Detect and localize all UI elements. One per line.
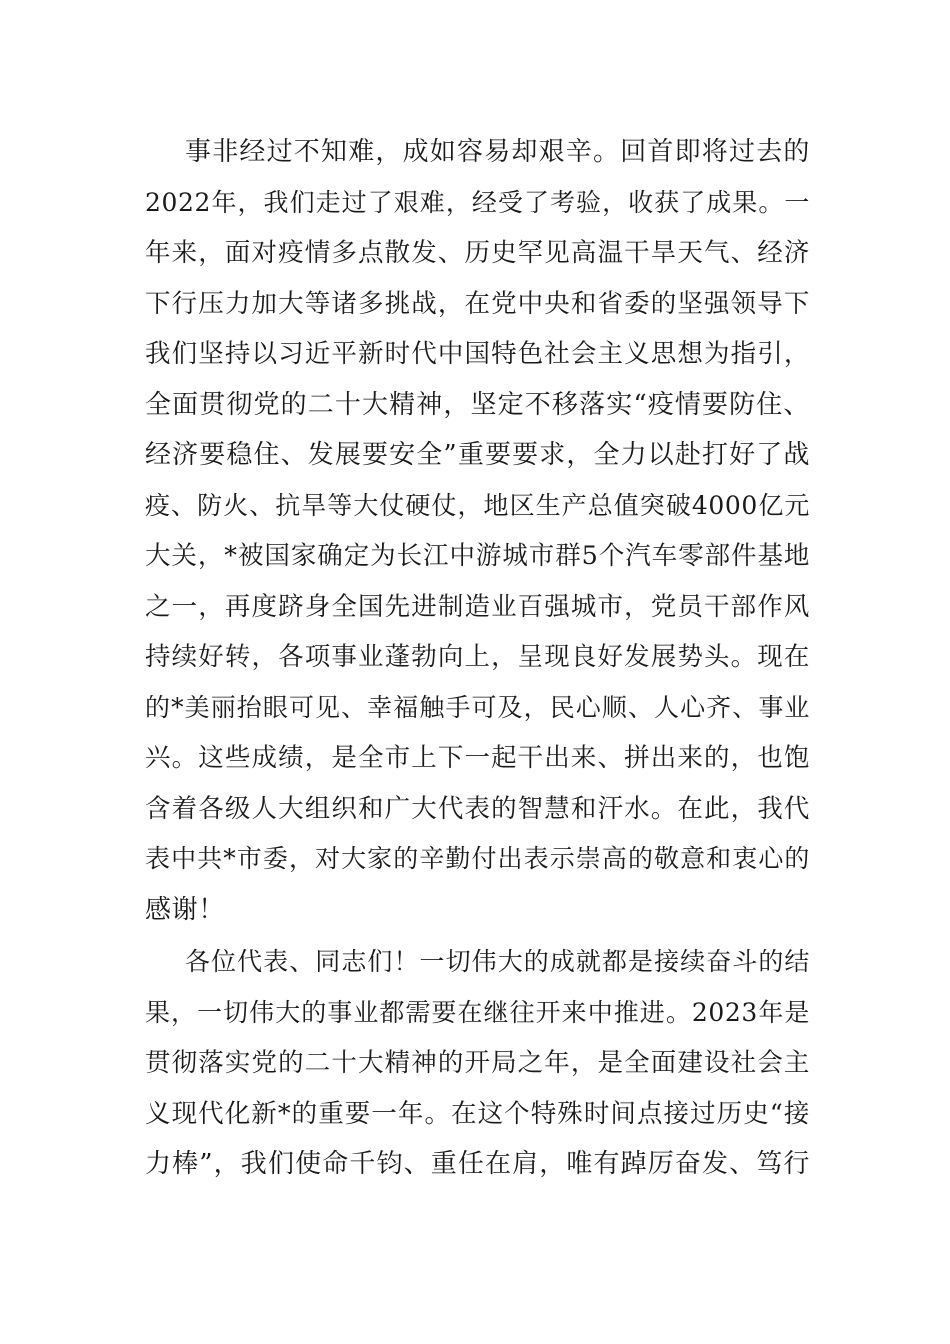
text-line: 年来，面对疫情多点散发、历史罕见高温干旱天气、经济 — [145, 238, 810, 268]
text-line: 力棒”，我们使命千钧、重任在肩，唯有踔厉奋发、笃行 — [145, 1149, 810, 1179]
text-line: 事非经过不知难，成如容易却艰辛。回首即将过去的 — [185, 137, 810, 167]
text-line: 之一，再度跻身全国先进制造业百强城市，党员干部作风 — [145, 591, 810, 622]
text-line: 果，一切伟大的事业都需要在继往开来中推进。2023年是 — [145, 997, 810, 1027]
text-line: 2022年，我们走过了艰难，经受了考验，收获了成果。一 — [145, 187, 810, 217]
text-line: 全面贯彻党的二十大精神，坚定不移落实“疫情要防住、 — [145, 389, 810, 420]
text-line: 感谢！ — [145, 894, 225, 925]
text-line: 义现代化新*的重要一年。在这个特殊时间点接过历史“接 — [145, 1098, 810, 1129]
text-line: 持续好转，各项事业蓬勃向上，呈现良好发展势头。现在 — [145, 642, 810, 672]
paragraph-2 — [145, 937, 810, 1190]
text-line: 含着各级人大组织和广大代表的智慧和汗水。在此，我代 — [145, 793, 810, 824]
text-line: 下行压力加大等诸多挑战，在党中央和省委的坚强领导下 — [145, 288, 810, 319]
text-line: 各位代表、同志们！一切伟大的成就都是接续奋斗的结 — [185, 947, 810, 976]
text-line: 我们坚持以习近平新时代中国特色社会主义思想为指引， — [145, 339, 810, 369]
text-line: 表中共*市委，对大家的辛勤付出表示崇高的敬意和衷心的 — [145, 844, 810, 873]
text-line: 的*美丽抬眼可见、幸福触手可及，民心顺、人心齐、事业 — [145, 692, 810, 722]
text-line: 贯彻落实党的二十大精神的开局之年，是全面建设社会主 — [145, 1048, 810, 1078]
text-line: 大关，*被国家确定为长江中游城市群5个汽车零部件基地 — [145, 541, 810, 571]
text-line: 疫、防火、抗旱等大仗硬仗，地区生产总值突破4000亿元 — [145, 490, 810, 520]
text-line: 兴。这些成绩，是全市上下一起干出来、拼出来的，也饱 — [145, 743, 810, 773]
text-line: 经济要稳住、发展要安全”重要要求，全力以赴打好了战 — [145, 440, 810, 470]
paragraph-1 — [145, 127, 810, 935]
